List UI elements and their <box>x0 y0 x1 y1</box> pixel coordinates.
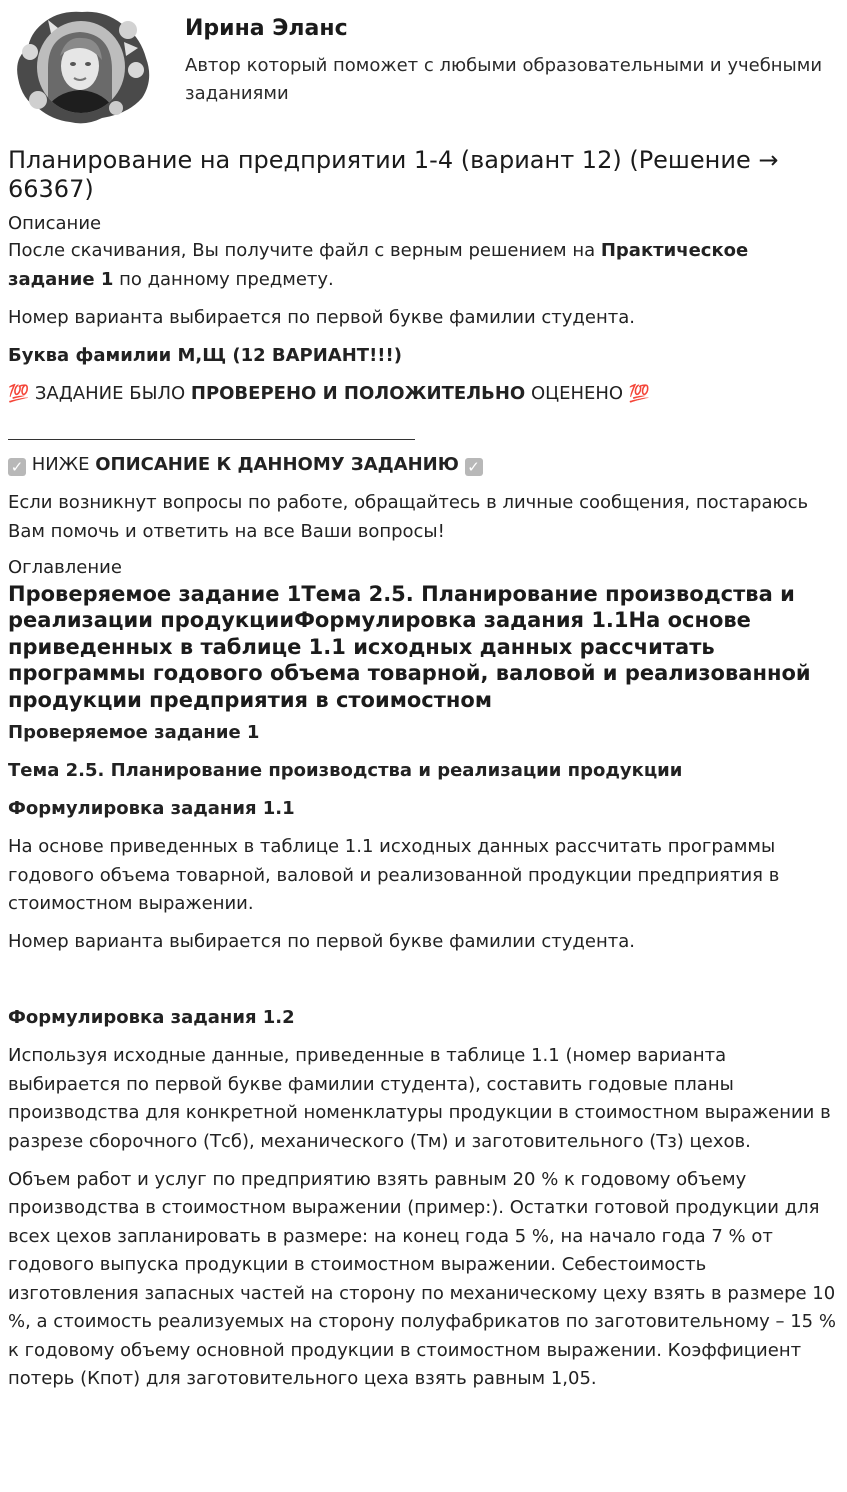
formulation-1-2-text-2: Объем работ и услуг по предприятию взять равным 20 % к годовому объему производства в стоимостном выражении (пример:). Остатки готовой продукции для всех цехов запланировать в размере: на конец года 5 %, на начало года 7 % от годового выпуска продукции в стоимостном выражении. Себестоимость изготовления запасных частей на сторону по механическому цеху взять в размере 10 %, а стоимость реализуемых на сторону полуфабрикатов по заготовительному – 15 % к годовому объему основной продукции в стоимостном выражении. Коэффициент потерь (Кпот) для заготовительного цеха взять равным 1,05. <box>8 1168 836 1389</box>
author-description: Автор который поможет с любыми образовательными и учебными заданиями <box>185 55 823 104</box>
spacer <box>8 966 838 1004</box>
topic-title: Тема 2.5. Планирование производства и реализации продукции <box>8 760 683 781</box>
formulation-1-1-title: Формулировка задания 1.1 <box>8 798 295 819</box>
intro-paragraph <box>8 237 838 294</box>
task-title: Проверяемое задание 1 <box>8 722 260 743</box>
author-name[interactable]: Ирина Эланс <box>185 16 348 41</box>
check-mark-icon: ✓ <box>8 458 26 476</box>
checked-line <box>8 380 838 409</box>
author-card <box>8 6 838 128</box>
formulation-1-1-text: На основе приведенных в таблице 1.1 исходных данных рассчитать программы годового объема товарной, валовой и реализованной продукции предприятия в стоимостном выражении. <box>8 836 780 914</box>
below-line <box>8 451 838 480</box>
below-text-bold: ОПИСАНИЕ К ДАННОМУ ЗАДАНИЮ <box>95 454 459 475</box>
description-label: Описание <box>8 213 102 234</box>
author-avatar[interactable] <box>8 8 154 126</box>
intro-text-end: по данному предмету. <box>113 268 334 290</box>
checked-text-bold: ПРОВЕРЕНО И ПОЛОЖИТЕЛЬНО <box>190 382 526 404</box>
hundred-points-icon: 💯 <box>628 383 650 404</box>
below-text-end <box>459 454 465 475</box>
checked-text-end: ОЦЕНЕНО <box>525 382 629 404</box>
below-text-start: НИЖЕ <box>26 454 96 475</box>
toc-label: Оглавление <box>8 556 122 578</box>
letter-line: Буква фамилии М,Щ (12 ВАРИАНТ!!!) <box>8 344 402 366</box>
variant-rule: Номер варианта выбирается по первой букве фамилии студента. <box>8 306 635 328</box>
page-title: Планирование на предприятии 1-4 (вариант 12) (Решение → 66367) <box>8 146 779 203</box>
check-mark-icon: ✓ <box>465 458 483 476</box>
formulation-1-2-title: Формулировка задания 1.2 <box>8 1007 295 1028</box>
toc-heading: Проверяемое задание 1Тема 2.5. Планирование производства и реализации продукцииФормулировка задания 1.1На основе приведенных в таблице 1.1 исходных данных рассчитать программы годового объема товарной, валовой и реализованной продукции предприятия в стоимостном <box>8 581 811 712</box>
formulation-1-2-text: Используя исходные данные, приведенные в таблице 1.1 (номер варианта выбирается по первой букве фамилии студента), составить годовые планы производства для конкретной номенклатуры продукции в стоимостном выражении в разрезе сборочного (Тсб), механического (Тм) и заготовительного (Тз) цехов. <box>8 1045 831 1152</box>
formulation-1-1-variant: Номер варианта выбирается по первой букве фамилии студента. <box>8 931 635 952</box>
intro-text-bold: Практическое задание 1 <box>8 240 749 290</box>
hundred-points-icon: 💯 <box>8 383 30 404</box>
contact-text: Если возникнут вопросы по работе, обращайтесь в личные сообщения, постараюсь Вам помочь и ответить на все Ваши вопросы! <box>8 492 809 542</box>
divider <box>8 439 415 440</box>
intro-text-start: После скачивания, Вы получите файл с верным решением на <box>8 240 601 261</box>
checked-text-start: ЗАДАНИЕ БЫЛО <box>29 382 191 404</box>
work-description <box>8 146 838 1403</box>
